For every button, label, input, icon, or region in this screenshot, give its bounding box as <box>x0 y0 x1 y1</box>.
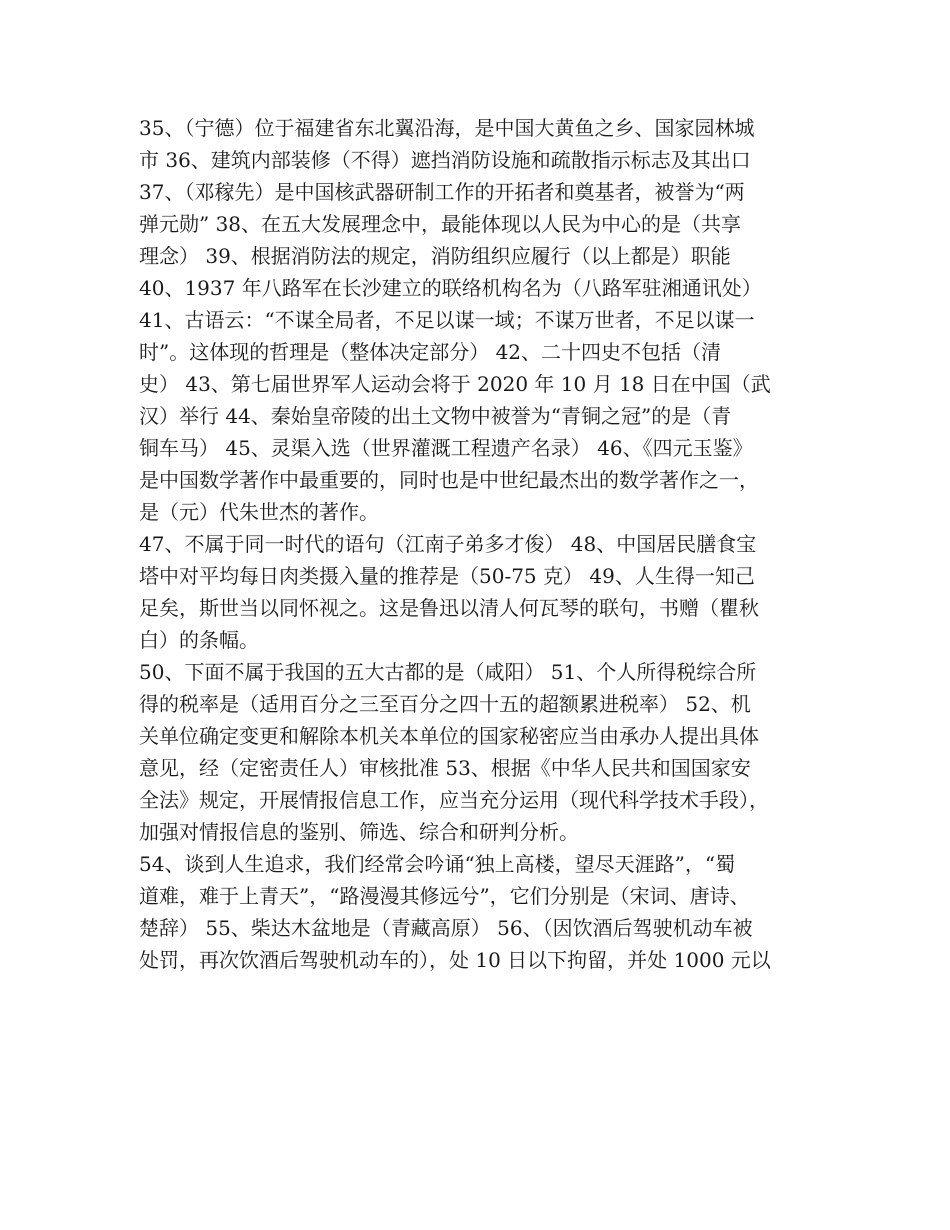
text-line: 关单位确定变更和解除本机关本单位的国家秘密应当由承办人提出具体 <box>139 724 759 748</box>
text-line: 楚辞） 55、柴达木盆地是（青藏高原） 56、（因饮酒后驾驶机动车被 <box>139 916 753 940</box>
text-line: 处罚，再次饮酒后驾驶机动车的），处 10 日以下拘留，并处 1000 元以 <box>139 948 771 972</box>
text-line: 史） 43、第七届世界军人运动会将于 2020 年 10 月 18 日在中国（武 <box>139 372 771 396</box>
text-line: 54、谈到人生追求，我们经常会吟诵“独上高楼，望尽天涯路”，“蜀 <box>139 852 736 876</box>
text-line: 加强对情报信息的鉴别、筛选、综合和研判分析。 <box>139 820 579 844</box>
text-line: 40、1937 年八路军在长沙建立的联络机构名为（八路军驻湘通讯处） <box>139 276 762 300</box>
text-line: 41、古语云：“不谋全局者，不足以谋一域；不谋万世者，不足以谋一 <box>139 308 755 332</box>
text-line: 足矣，斯世当以同怀视之。这是鲁迅以清人何瓦琴的联句，书赠（瞿秋 <box>139 596 759 620</box>
text-line: 理念） 39、根据消防法的规定，消防组织应履行（以上都是）职能 <box>139 244 731 268</box>
text-line: 37、（邓稼先）是中国核武器研制工作的开拓者和奠基者，被誉为“两 <box>139 180 745 204</box>
text-line: 时”。这体现的哲理是（整体决定部分） 42、二十四史不包括（清 <box>139 340 722 364</box>
document-body <box>139 112 819 976</box>
text-line: 汉）举行 44、秦始皇帝陵的出土文物中被誉为“青铜之冠”的是（青 <box>139 404 732 428</box>
text-line: 得的税率是（适用百分之三至百分之四十五的超额累进税率） 52、机 <box>139 692 751 716</box>
text-line: 50、下面不属于我国的五大古都的是（咸阳） 51、个人所得税综合所 <box>139 660 757 684</box>
text-line: 是中国数学著作中最重要的，同时也是中世纪最杰出的数学著作之一， <box>139 468 759 492</box>
text-line: 35、（宁德）位于福建省东北翼沿海，是中国大黄鱼之乡、国家园林城 <box>139 116 755 140</box>
text-line: 白）的条幅。 <box>139 628 259 652</box>
text-line: 塔中对平均每日肉类摄入量的推荐是（50-75 克） 49、人生得一知己 <box>139 564 755 588</box>
text-line: 全法》规定，开展情报信息工作，应当充分运用（现代科学技术手段）， <box>139 788 769 812</box>
text-line: 市 36、建筑内部装修（不得）遮挡消防设施和疏散指示标志及其出口 <box>139 148 751 172</box>
text-line: 道难，难于上青天”，“路漫漫其修远兮”，它们分别是（宋词、唐诗、 <box>139 884 750 908</box>
text-line: 意见，经（定密责任人）审核批准 53、根据《中华人民共和国国家安 <box>139 756 751 780</box>
text-line: 47、不属于同一时代的语句（江南子弟多才俊） 48、中国居民膳食宝 <box>139 532 757 556</box>
text-line: 铜车马） 45、灵渠入选（世界灌溉工程遗产名录） 46、《四元玉鉴》 <box>139 436 753 460</box>
text-line: 弹元勋” 38、在五大发展理念中，最能体现以人民为中心的是（共享 <box>139 212 742 236</box>
text-line: 是（元）代朱世杰的著作。 <box>139 500 379 524</box>
